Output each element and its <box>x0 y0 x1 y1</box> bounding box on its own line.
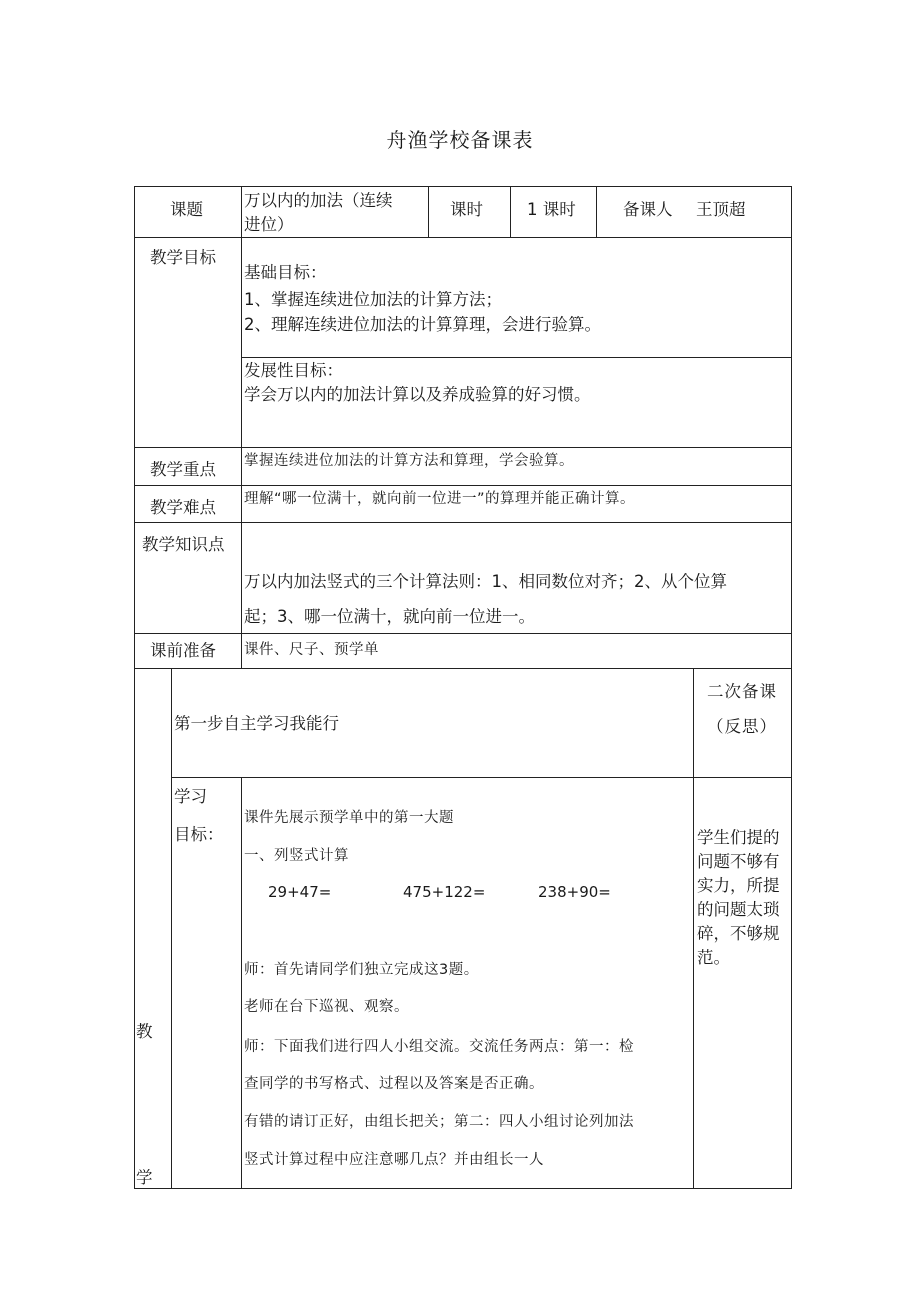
period-label: 课时 <box>450 200 483 219</box>
row-divider <box>134 633 792 634</box>
side-label-char-1: 教 <box>136 1022 153 1041</box>
topic-value-line2: 进位） <box>244 215 294 234</box>
second-prep-label: 二次备课 <box>707 682 777 701</box>
content-line: 师：下面我们进行四人小组交流。交流任务两点：第一：检 <box>244 1039 634 1055</box>
development-objectives-heading: 发展性目标： <box>244 361 343 380</box>
preparation-value: 课件、尺子、预学单 <box>244 642 379 658</box>
step-title: 第一步自主学习我能行 <box>174 714 339 733</box>
reflection-line: 实力，所提 <box>697 876 780 895</box>
difficulty-value: 理解“哪一位满十，就向前一位进一”的算理并能正确计算。 <box>244 491 636 507</box>
objectives-label: 教学目标 <box>150 248 216 267</box>
reflection-line: 的问题太琐 <box>697 900 780 919</box>
content-line: 有错的请订正好，由组长把关；第二：四人小组讨论列加法 <box>244 1114 634 1130</box>
column-divider <box>428 186 429 238</box>
row-divider <box>134 522 792 523</box>
content-line: 查同学的书写格式、过程以及答案是否正确。 <box>244 1076 544 1092</box>
period-value: 1 课时 <box>527 200 576 219</box>
row-divider <box>134 447 792 448</box>
equation: 475+122= <box>403 883 486 901</box>
development-objective-1: 学会万以内的加法计算以及养成验算的好习惯。 <box>244 385 591 404</box>
column-divider <box>596 186 597 238</box>
column-divider <box>693 668 694 1189</box>
second-prep-sublabel: （反思） <box>707 717 777 736</box>
column-divider <box>241 186 242 669</box>
column-divider <box>171 668 172 1189</box>
goal-label-line1: 学习 <box>174 787 207 806</box>
reflection-line: 问题不够有 <box>697 852 780 871</box>
basic-objectives-heading: 基础目标： <box>244 263 327 282</box>
knowledge-line-2: 起；3、哪一位满十，就向前一位进一。 <box>244 607 535 626</box>
reflection-line: 学生们提的 <box>697 828 780 847</box>
reflection-line: 范。 <box>697 948 730 967</box>
row-divider <box>241 357 792 358</box>
table-border-left <box>134 186 135 1189</box>
page-title: 舟渔学校备课表 <box>386 128 534 152</box>
content-line: 一、列竖式计算 <box>244 848 349 864</box>
goal-label-line2: 目标： <box>174 825 224 844</box>
key-point-label: 教学重点 <box>150 460 216 479</box>
preparer-label: 备课人 <box>623 200 673 219</box>
topic-label: 课题 <box>170 200 203 219</box>
basic-objective-1: 1、掌握连续进位加法的计算方法； <box>244 290 502 309</box>
key-point-value: 掌握连续进位加法的计算方法和算理，学会验算。 <box>244 453 574 469</box>
preparation-label: 课前准备 <box>150 641 216 660</box>
topic-value-line1: 万以内的加法（连续 <box>244 191 393 210</box>
equation: 29+47= <box>268 883 332 901</box>
row-divider <box>134 485 792 486</box>
preparer-name: 王顶超 <box>696 200 746 219</box>
knowledge-line-1: 万以内加法竖式的三个计算法则：1、相同数位对齐；2、从个位算 <box>244 572 727 591</box>
side-label-char-2: 学 <box>136 1168 153 1187</box>
difficulty-label: 教学难点 <box>150 498 216 517</box>
table-border-right <box>791 186 792 1189</box>
content-line: 课件先展示预学单中的第一大题 <box>244 810 454 826</box>
column-divider <box>510 186 511 238</box>
equation: 238+90= <box>538 883 611 901</box>
basic-objective-2: 2、理解连续进位加法的计算算理，会进行验算。 <box>244 315 601 334</box>
reflection-line: 碎，不够规 <box>697 924 780 943</box>
row-divider <box>134 237 792 238</box>
knowledge-label: 教学知识点 <box>142 535 225 554</box>
content-line: 师：首先请同学们独立完成这3题。 <box>244 962 479 978</box>
content-line: 老师在台下巡视、观察。 <box>244 999 409 1015</box>
content-line: 竖式计算过程中应注意哪几点？并由组长一人 <box>244 1152 544 1168</box>
column-divider <box>241 777 242 1189</box>
row-divider <box>171 777 792 778</box>
table-border-top <box>134 186 792 187</box>
